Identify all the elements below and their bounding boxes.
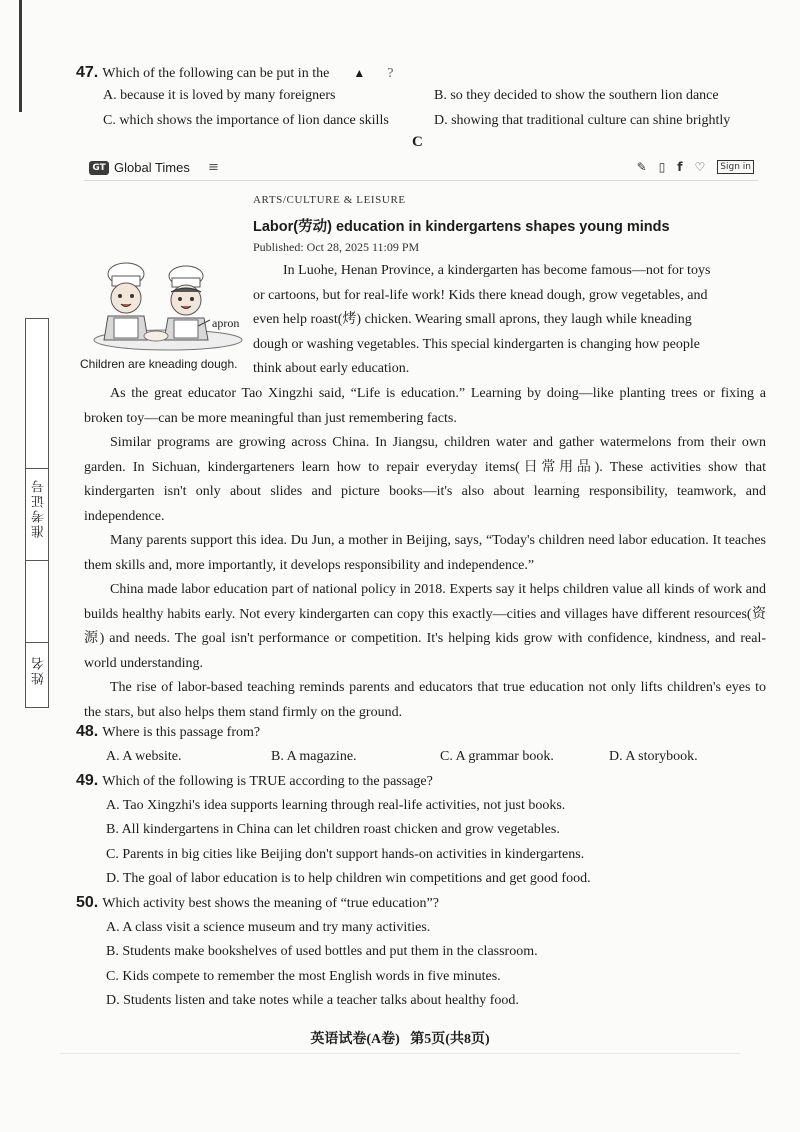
paragraph-3: Similar programs are growing across China. In Jiangsu, children water and gather watermelons from their own garden. In Sichuan, kindergarteners learn how to repair everyday items(日常用品). These activities show that kindergarten isn't only about slides and picture books—it's also about learning responsibility, teamwork, and independence. [84,435,766,524]
paragraph-1-line-5: think about early education. [253,361,410,376]
menu-icon[interactable]: ≡ [208,160,219,175]
article-category: ARTS/CULTURE & LEISURE [253,194,406,206]
question-stem: Where is this passage from? [102,725,261,740]
paragraph-2: As the great educator Tao Xingzhi said, “Life is education.” Learning by doing—like planting trees or fixing a broken toy—can be more meaningful than just remembering facts. [84,386,766,426]
name-label: 姓名 [31,655,46,685]
question-number: 50. [76,894,99,911]
facebook-icon[interactable]: f [677,160,683,174]
page-footer: 英语试卷(A卷) 第5页(共8页) [310,1032,490,1047]
paragraph-1-line-1: In Luohe, Henan Province, a kindergarten has become famous—not for toys [283,263,711,278]
paragraph-5: China made labor education part of national policy in 2018. Experts say it helps children value all kinds of work and builds healthy habits early. Not every kindergarten can copy this exactly—cities and villages have different resources(资源) and needs. The goal isn't performance or competition. It's helping kids grow with confidence, kindness, and real-world understanding. [84,582,766,671]
section-letter: C [412,134,423,150]
option-c: C. Kids compete to remember the most English words in five minutes. [106,969,501,984]
question-49 [76,770,433,795]
question-mark: ? [387,66,394,81]
option-c: C. which shows the importance of lion dance skills [103,113,389,128]
option-a: A. A website. [106,749,182,764]
option-c: C. Parents in big cities like Beijing don't support hands-on activities in kindergartens. [106,847,585,862]
option-d: D. A storybook. [609,749,698,764]
exam-id-label: 准考证号 [31,478,46,538]
question-stem: Which of the following can be put in the [102,66,330,81]
square-icon[interactable]: ▯ [658,160,666,174]
option-c: C. A grammar book. [440,749,554,764]
children-kneading-dough-illustration [86,258,248,354]
option-a: A. Tao Xingzhi's idea supports learning through real-life activities, not just books. [106,798,566,813]
apron-label: apron [212,316,240,330]
option-d: D. Students listen and take notes while a teacher talks about healthy food. [106,993,519,1008]
sign-in-button[interactable]: Sign in [717,160,754,174]
option-b: B. A magazine. [271,749,357,764]
site-name[interactable]: Global Times [114,160,190,175]
side-blank-box-2 [25,560,49,644]
site-logo[interactable]: GT [89,161,109,175]
question-48 [76,721,260,746]
site-header [84,154,758,181]
question-stem: Which activity best shows the meaning of “true education”? [102,896,439,911]
question-number: 49. [76,772,99,789]
option-d: D. The goal of labor education is to help children win competitions and get good food. [106,871,591,886]
header-icons [637,160,754,174]
option-b: B. All kindergartens in China can let children roast chicken and grow vegetables. [106,822,560,837]
footer-divider [60,1053,740,1054]
paragraph-6: The rise of labor-based teaching reminds parents and educators that true education not only lifts children's eyes to the stars, but also helps them stand firmly on the ground. [84,680,766,720]
image-caption: Children are kneading dough. [80,357,238,371]
paragraph-4: Many parents support this idea. Du Jun, a mother in Beijing, says, “Today's children need labor education. It teaches them skills and, more importantly, it develops responsibility and independence.” [84,533,766,573]
option-a: A. because it is loved by many foreigners [103,88,336,103]
side-blank-box [25,318,49,470]
paragraph-1-line-2: or cartoons, but for real-life work! Kids there knead dough, grow vegetables, and [253,288,708,303]
option-b: B. Students make bookshelves of used bottles and put them in the classroom. [106,944,538,959]
question-47 [76,62,393,87]
article-headline: Labor(劳动) education in kindergartens shapes young minds [253,219,670,235]
question-number: 48. [76,723,99,740]
twitter-icon[interactable]: ♡ [694,160,706,174]
option-b: B. so they decided to show the southern lion dance [434,88,719,103]
binding-line [19,0,22,112]
question-stem: Which of the following is TRUE according to the passage? [102,774,433,789]
question-50 [76,892,439,917]
blank-triangle-icon: ▲ [353,66,366,80]
quill-icon[interactable]: ✎ [636,160,647,174]
question-number: 47. [76,64,99,81]
option-d: D. showing that traditional culture can shine brightly [434,113,731,128]
publish-date: Published: Oct 28, 2025 11:09 PM [253,240,420,254]
paragraph-1-line-4: dough or washing vegetables. This special kindergarten is changing how people [253,337,700,352]
paragraph-1-line-3: even help roast(烤) chicken. Wearing small aprons, they laugh while kneading [253,312,692,327]
option-a: A. A class visit a science museum and try many activities. [106,920,431,935]
